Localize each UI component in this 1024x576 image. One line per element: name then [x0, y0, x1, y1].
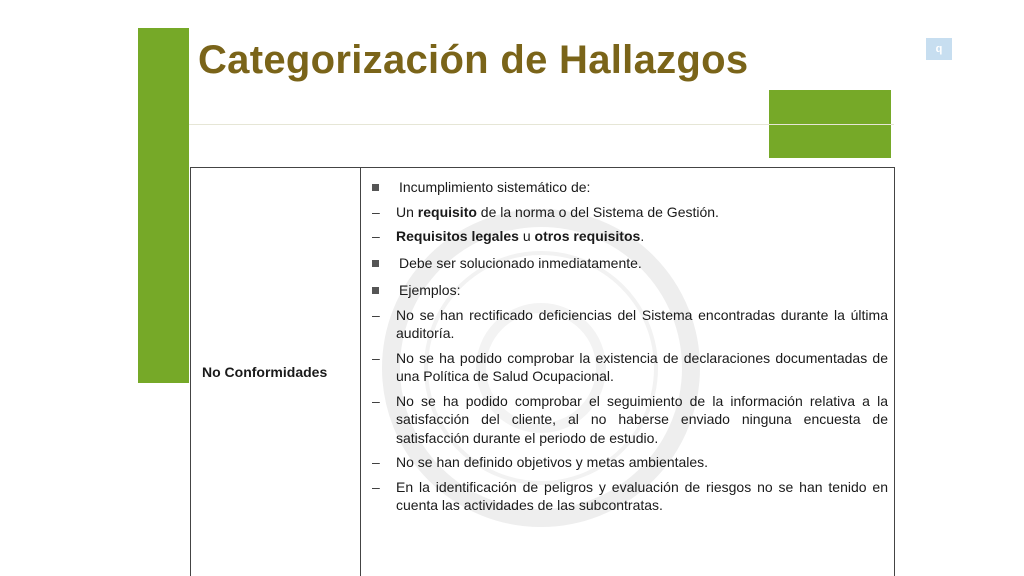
- dash-bullet-icon: –: [372, 454, 380, 470]
- square-bullet-icon: [372, 287, 379, 294]
- sub-item-text: [396, 392, 888, 448]
- slide-title: Categorización de Hallazgos: [198, 38, 749, 82]
- square-bullet-icon: [372, 260, 379, 267]
- sub-item-text: [396, 453, 888, 472]
- text-segment: No se ha podido comprobar la existencia de declaraciones documentadas de una Política de Salud Ocupacional.: [396, 349, 888, 384]
- sub-item: [368, 453, 888, 472]
- sub-list: [368, 203, 888, 246]
- text-segment: No se ha podido comprobar el seguimiento de la información relativa a la satisfacción del cliente, al no haberse enviado ninguna encuesta de satisfacción durante el periodo de estudio.: [396, 392, 888, 446]
- bold-segment: otros requisitos: [534, 228, 641, 244]
- text-segment: de la norma o del Sistema de Gestión.: [476, 203, 719, 220]
- text-segment: u: [518, 228, 535, 244]
- text-segment: No se han definido objetivos y metas ambientales.: [396, 454, 709, 470]
- sub-item-text: [396, 227, 888, 246]
- title-divider: [189, 124, 894, 125]
- sub-item-text: [396, 306, 888, 343]
- sub-item-text: [396, 478, 888, 515]
- sub-item-text: [396, 203, 888, 222]
- bullet-item: [368, 281, 888, 300]
- table-row-label: No Conformidades: [191, 168, 361, 576]
- bullet-text: Incumplimiento sistemático de:: [399, 179, 591, 195]
- sub-item-text: [396, 349, 888, 386]
- bullet-text: Ejemplos:: [399, 282, 461, 298]
- table-row-content: [361, 168, 894, 576]
- text-segment: Un: [396, 203, 418, 220]
- sub-item: [368, 349, 888, 386]
- dash-bullet-icon: –: [372, 392, 380, 409]
- sub-item: [368, 306, 888, 343]
- sub-item: [368, 203, 888, 222]
- bullet-item: [368, 178, 888, 197]
- bullet-text: Debe ser solucionado inmediatamente.: [399, 254, 642, 271]
- text-segment: .: [640, 228, 645, 244]
- dash-bullet-icon: –: [372, 478, 380, 495]
- corner-badge: q: [926, 38, 952, 60]
- bullet-item: [368, 254, 888, 273]
- sub-list: [368, 306, 888, 515]
- square-bullet-icon: [372, 184, 379, 191]
- bold-segment: requisito: [417, 203, 477, 220]
- sub-item: [368, 478, 888, 515]
- text-segment: En la identificación de peligros y evaluación de riesgos no se han tenido en cuenta las actividades de las subcontratas.: [396, 478, 888, 513]
- findings-table: [190, 167, 895, 576]
- sub-item: [368, 227, 888, 246]
- dash-bullet-icon: –: [372, 349, 380, 366]
- dash-bullet-icon: –: [372, 228, 380, 244]
- accent-bar-left: [138, 28, 189, 383]
- bold-segment: Requisitos legales: [396, 228, 519, 244]
- text-segment: No se han rectificado deficiencias del Sistema encontradas durante la última auditoría.: [396, 306, 888, 341]
- sub-item: [368, 392, 888, 448]
- dash-bullet-icon: –: [372, 306, 380, 323]
- dash-bullet-icon: –: [372, 203, 380, 220]
